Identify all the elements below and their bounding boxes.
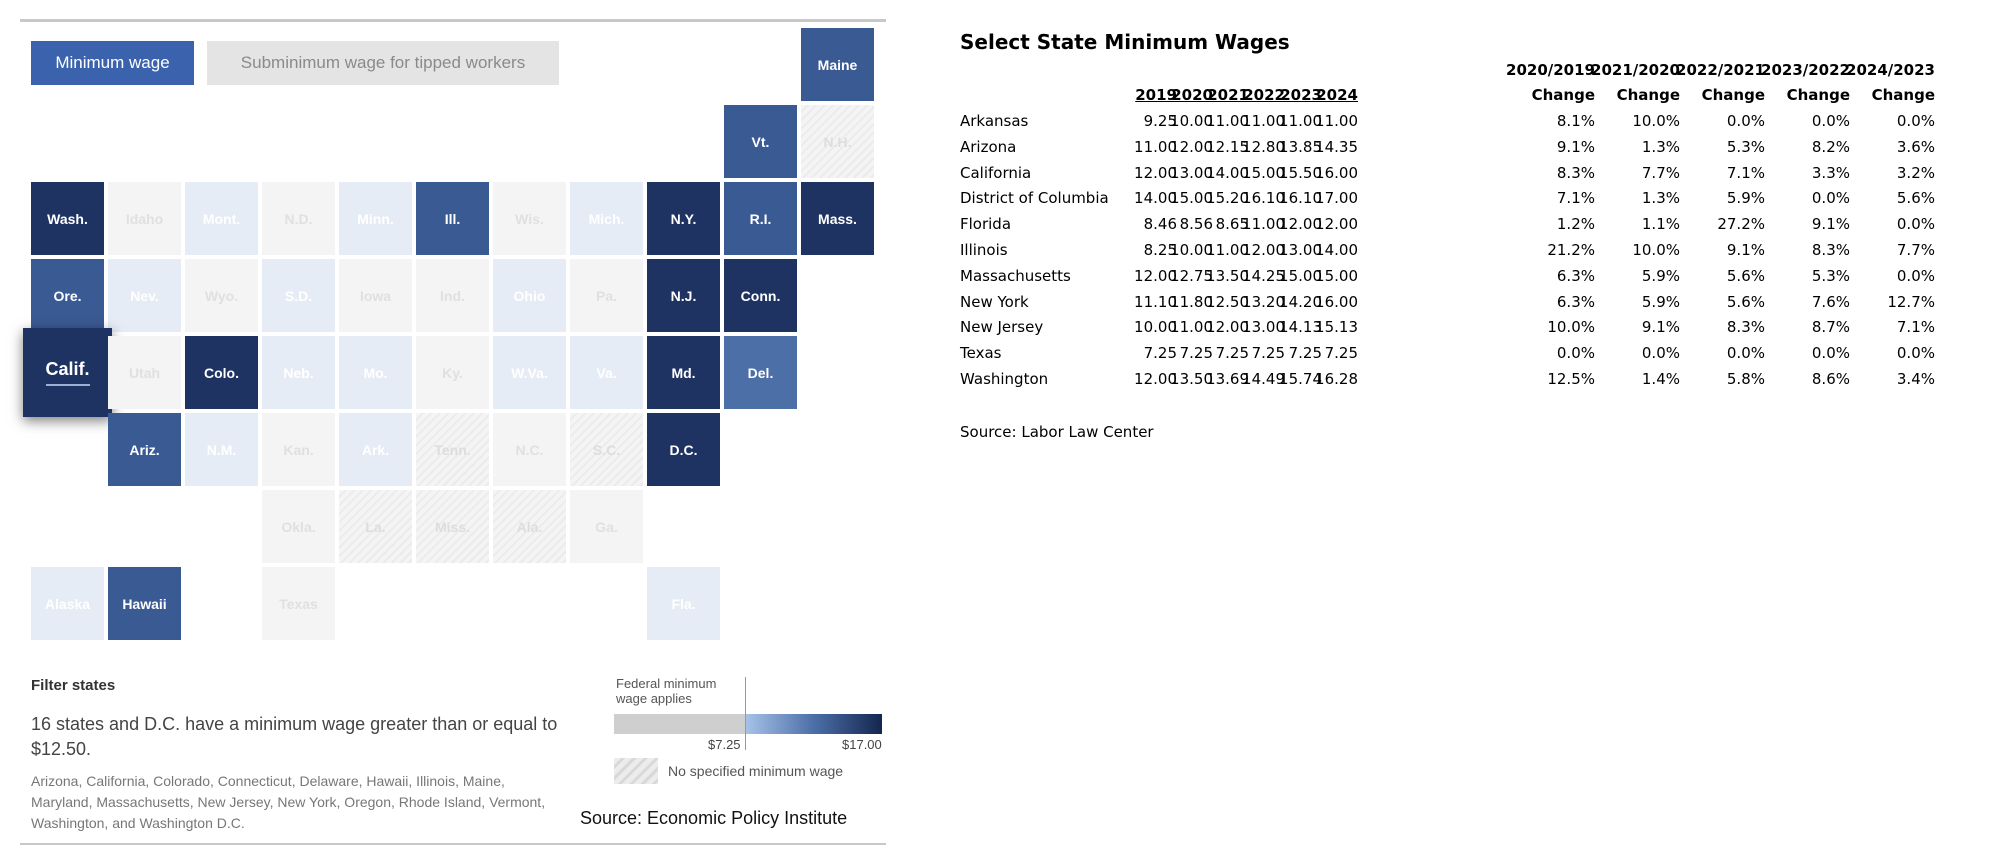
state-tile-n-c[interactable]: N.C. bbox=[493, 413, 566, 486]
wage-cell: 12.15 bbox=[1206, 138, 1249, 156]
filter-summary: 16 states and D.C. have a minimum wage greater than or equal to $12.50. bbox=[31, 714, 558, 759]
state-tile-ore[interactable]: Ore. bbox=[31, 259, 104, 332]
wage-cell: 12.00 bbox=[1170, 138, 1213, 156]
state-tile-ky[interactable]: Ky. bbox=[416, 336, 489, 409]
state-tile-fla[interactable]: Fla. bbox=[647, 567, 720, 640]
year-header-2024: 2024 bbox=[1316, 86, 1358, 104]
wage-cell: 9.25 bbox=[1143, 112, 1177, 130]
state-tile-n-j[interactable]: N.J. bbox=[647, 259, 720, 332]
year-header-2019: 2019 bbox=[1135, 86, 1177, 104]
legend-federal-label: Federal minimum wage applies bbox=[616, 676, 717, 706]
state-tile-d-c[interactable]: D.C. bbox=[647, 413, 720, 486]
change-cell: 5.6% bbox=[1896, 189, 1935, 207]
change-cell: 3.6% bbox=[1896, 138, 1935, 156]
tab-minimum-wage[interactable]: Minimum wage bbox=[31, 41, 194, 85]
change-cell: 0.0% bbox=[1556, 344, 1595, 362]
change-cell: 7.1% bbox=[1726, 164, 1765, 182]
wage-cell: 12.50 bbox=[1206, 293, 1249, 311]
state-tile-idaho[interactable]: Idaho bbox=[108, 182, 181, 255]
year-header-2020: 2020 bbox=[1171, 86, 1213, 104]
state-tile-n-m[interactable]: N.M. bbox=[185, 413, 258, 486]
state-tile-s-c[interactable]: S.C. bbox=[570, 413, 643, 486]
state-tile-ariz[interactable]: Ariz. bbox=[108, 413, 181, 486]
wage-cell: 14.20 bbox=[1279, 293, 1322, 311]
state-tile-texas[interactable]: Texas bbox=[262, 567, 335, 640]
wage-cell: 10.00 bbox=[1134, 318, 1177, 336]
wage-cell: 11.80 bbox=[1170, 293, 1213, 311]
table-row-state: Massachusetts bbox=[960, 267, 1071, 285]
change-cell: 8.3% bbox=[1811, 241, 1850, 259]
state-tile-miss[interactable]: Miss. bbox=[416, 490, 489, 563]
wage-cell: 17.00 bbox=[1315, 189, 1358, 207]
change-cell: 9.1% bbox=[1811, 215, 1850, 233]
wage-cell: 13.00 bbox=[1242, 318, 1285, 336]
state-tile-n-d[interactable]: N.D. bbox=[262, 182, 335, 255]
wage-cell: 11.10 bbox=[1134, 293, 1177, 311]
wage-cell: 7.25 bbox=[1324, 344, 1358, 362]
wage-cell: 12.75 bbox=[1170, 267, 1213, 285]
wage-cell: 16.28 bbox=[1315, 370, 1358, 388]
state-tile-minn[interactable]: Minn. bbox=[339, 182, 412, 255]
state-tile-la[interactable]: La. bbox=[339, 490, 412, 563]
state-tile-w-va[interactable]: W.Va. bbox=[493, 336, 566, 409]
change-cell: 0.0% bbox=[1811, 344, 1850, 362]
wage-cell: 15.50 bbox=[1279, 164, 1322, 182]
state-tile-label: Calif. bbox=[45, 359, 90, 379]
legend-low-value: $7.25 bbox=[708, 737, 741, 752]
change-cell: 1.1% bbox=[1641, 215, 1680, 233]
state-tile-ind[interactable]: Ind. bbox=[416, 259, 489, 332]
table-row-state: Washington bbox=[960, 370, 1049, 388]
state-tile-maine[interactable]: Maine bbox=[801, 28, 874, 101]
state-tile-mass[interactable]: Mass. bbox=[801, 182, 874, 255]
wage-cell: 15.13 bbox=[1315, 318, 1358, 336]
change-header-label: Change bbox=[1701, 86, 1765, 104]
change-cell: 7.1% bbox=[1556, 189, 1595, 207]
year-header-2022: 2022 bbox=[1243, 86, 1285, 104]
wage-cell: 12.00 bbox=[1242, 241, 1285, 259]
state-tile-s-d[interactable]: S.D. bbox=[262, 259, 335, 332]
change-cell: 5.3% bbox=[1726, 138, 1765, 156]
legend-gradient-bar bbox=[745, 714, 882, 734]
wage-cell: 14.00 bbox=[1315, 241, 1358, 259]
state-tile-nev[interactable]: Nev. bbox=[108, 259, 181, 332]
wage-cell: 12.00 bbox=[1206, 318, 1249, 336]
change-cell: 5.9% bbox=[1726, 189, 1765, 207]
wage-cell: 11.00 bbox=[1170, 318, 1213, 336]
selected-underline bbox=[46, 384, 90, 386]
state-tile-ill[interactable]: Ill. bbox=[416, 182, 489, 255]
state-tile-ark[interactable]: Ark. bbox=[339, 413, 412, 486]
wage-cell: 11.00 bbox=[1242, 112, 1285, 130]
wage-cell: 12.00 bbox=[1279, 215, 1322, 233]
change-cell: 9.1% bbox=[1556, 138, 1595, 156]
change-header-period: 2022/2021 bbox=[1676, 61, 1765, 79]
change-cell: 0.0% bbox=[1811, 189, 1850, 207]
change-cell: 1.4% bbox=[1641, 370, 1680, 388]
state-tile-del[interactable]: Del. bbox=[724, 336, 797, 409]
table-source: Source: Labor Law Center bbox=[960, 423, 1154, 441]
wage-cell: 13.69 bbox=[1206, 370, 1249, 388]
wage-cell: 15.00 bbox=[1170, 189, 1213, 207]
state-tile-alaska[interactable]: Alaska bbox=[31, 567, 104, 640]
wage-cell: 8.56 bbox=[1179, 215, 1213, 233]
change-cell: 8.3% bbox=[1726, 318, 1765, 336]
state-tile-hawaii[interactable]: Hawaii bbox=[108, 567, 181, 640]
change-cell: 8.1% bbox=[1556, 112, 1595, 130]
wage-cell: 15.00 bbox=[1242, 164, 1285, 182]
change-header-label: Change bbox=[1871, 86, 1935, 104]
state-tile-kan[interactable]: Kan. bbox=[262, 413, 335, 486]
change-cell: 0.0% bbox=[1726, 112, 1765, 130]
change-header-label: Change bbox=[1531, 86, 1595, 104]
change-cell: 12.7% bbox=[1887, 293, 1935, 311]
wage-cell: 15.74 bbox=[1279, 370, 1322, 388]
change-cell: 5.6% bbox=[1726, 293, 1765, 311]
change-cell: 0.0% bbox=[1896, 215, 1935, 233]
change-cell: 7.6% bbox=[1811, 293, 1850, 311]
wage-cell: 12.00 bbox=[1134, 267, 1177, 285]
map-panel bbox=[0, 0, 895, 849]
change-cell: 0.0% bbox=[1726, 344, 1765, 362]
wage-cell: 11.00 bbox=[1134, 138, 1177, 156]
state-tile-utah[interactable]: Utah bbox=[108, 336, 181, 409]
tab-subminimum-wage[interactable]: Subminimum wage for tipped workers bbox=[207, 41, 559, 85]
wage-cell: 14.49 bbox=[1242, 370, 1285, 388]
year-header-2023: 2023 bbox=[1280, 86, 1322, 104]
change-cell: 0.0% bbox=[1811, 112, 1850, 130]
wage-cell: 7.25 bbox=[1215, 344, 1249, 362]
change-cell: 1.3% bbox=[1641, 189, 1680, 207]
table-row-state: Illinois bbox=[960, 241, 1008, 259]
change-cell: 5.9% bbox=[1641, 267, 1680, 285]
state-tile-mich[interactable]: Mich. bbox=[570, 182, 643, 255]
state-tile-ga[interactable]: Ga. bbox=[570, 490, 643, 563]
wage-cell: 7.25 bbox=[1179, 344, 1213, 362]
wage-cell: 7.25 bbox=[1251, 344, 1285, 362]
wage-cell: 13.50 bbox=[1170, 370, 1213, 388]
state-tile-mo[interactable]: Mo. bbox=[339, 336, 412, 409]
state-tile-mont[interactable]: Mont. bbox=[185, 182, 258, 255]
wage-cell: 14.00 bbox=[1206, 164, 1249, 182]
change-header-label: Change bbox=[1786, 86, 1850, 104]
top-divider bbox=[20, 19, 886, 22]
change-cell: 5.9% bbox=[1641, 293, 1680, 311]
change-cell: 0.0% bbox=[1896, 344, 1935, 362]
state-tile-wyo[interactable]: Wyo. bbox=[185, 259, 258, 332]
wage-cell: 12.80 bbox=[1242, 138, 1285, 156]
change-cell: 0.0% bbox=[1896, 112, 1935, 130]
change-header-period: 2024/2023 bbox=[1846, 61, 1935, 79]
year-header-2021: 2021 bbox=[1207, 86, 1249, 104]
change-header-label: Change bbox=[1616, 86, 1680, 104]
bottom-divider bbox=[20, 843, 886, 845]
wage-cell: 8.65 bbox=[1215, 215, 1249, 233]
wage-cell: 8.25 bbox=[1143, 241, 1177, 259]
wage-cell: 13.20 bbox=[1242, 293, 1285, 311]
state-tile-ala[interactable]: Ala. bbox=[493, 490, 566, 563]
table-row-state: District of Columbia bbox=[960, 189, 1109, 207]
change-cell: 12.5% bbox=[1547, 370, 1595, 388]
state-tile-vt[interactable]: Vt. bbox=[724, 105, 797, 178]
table-row-state: Florida bbox=[960, 215, 1012, 233]
change-cell: 3.3% bbox=[1811, 164, 1850, 182]
filter-states-heading: Filter states bbox=[31, 677, 116, 694]
change-header-period: 2023/2022 bbox=[1761, 61, 1850, 79]
change-cell: 27.2% bbox=[1717, 215, 1765, 233]
change-cell: 10.0% bbox=[1632, 112, 1680, 130]
change-header-period: 2021/2020 bbox=[1591, 61, 1680, 79]
wage-cell: 10.00 bbox=[1170, 241, 1213, 259]
change-cell: 10.0% bbox=[1632, 241, 1680, 259]
state-tile-colo[interactable]: Colo. bbox=[185, 336, 258, 409]
change-cell: 7.7% bbox=[1896, 241, 1935, 259]
wage-cell: 7.25 bbox=[1288, 344, 1322, 362]
change-header-period: 2020/2019 bbox=[1506, 61, 1595, 79]
filtered-state-list: Arizona, California, Colorado, Connecticut, Delaware, Hawaii, Illinois, Maine, Maryland, Massachusetts, New Jersey, New York, Oregon, Rhode Island, Vermont, Washington, and Washington D.C. bbox=[31, 773, 546, 831]
change-cell: 3.2% bbox=[1896, 164, 1935, 182]
table-row-state: California bbox=[960, 164, 1032, 182]
wage-cell: 16.00 bbox=[1315, 293, 1358, 311]
state-tile-n-y[interactable]: N.Y. bbox=[647, 182, 720, 255]
wage-cell: 11.00 bbox=[1315, 112, 1358, 130]
change-cell: 5.6% bbox=[1726, 267, 1765, 285]
wage-cell: 11.00 bbox=[1242, 215, 1285, 233]
state-tile-okla[interactable]: Okla. bbox=[262, 490, 335, 563]
change-cell: 7.1% bbox=[1896, 318, 1935, 336]
change-cell: 8.3% bbox=[1556, 164, 1595, 182]
table-row-state: Texas bbox=[960, 344, 1002, 362]
wage-cell: 16.00 bbox=[1315, 164, 1358, 182]
change-cell: 6.3% bbox=[1556, 293, 1595, 311]
table-row-state: Arizona bbox=[960, 138, 1017, 156]
wage-cell: 13.00 bbox=[1170, 164, 1213, 182]
state-tile-pa[interactable]: Pa. bbox=[570, 259, 643, 332]
change-cell: 21.2% bbox=[1547, 241, 1595, 259]
wage-cell: 15.00 bbox=[1279, 267, 1322, 285]
wage-cell: 13.85 bbox=[1279, 138, 1322, 156]
wage-cell: 16.10 bbox=[1279, 189, 1322, 207]
wage-cell: 16.10 bbox=[1242, 189, 1285, 207]
state-tile-tenn[interactable]: Tenn. bbox=[416, 413, 489, 486]
wage-cell: 15.20 bbox=[1206, 189, 1249, 207]
change-cell: 1.2% bbox=[1556, 215, 1595, 233]
state-tile-ohio[interactable]: Ohio bbox=[493, 259, 566, 332]
wage-cell: 15.00 bbox=[1315, 267, 1358, 285]
wage-cell: 12.00 bbox=[1315, 215, 1358, 233]
legend-federal-bar bbox=[614, 714, 745, 734]
table-row-state: New York bbox=[960, 293, 1029, 311]
change-cell: 8.2% bbox=[1811, 138, 1850, 156]
wage-cell: 11.00 bbox=[1206, 241, 1249, 259]
map-source: Source: Economic Policy Institute bbox=[580, 808, 848, 828]
change-cell: 10.0% bbox=[1547, 318, 1595, 336]
state-tile-iowa[interactable]: Iowa bbox=[339, 259, 412, 332]
table-row-state: Arkansas bbox=[960, 112, 1029, 130]
wage-cell: 8.46 bbox=[1143, 215, 1177, 233]
state-tile-conn[interactable]: Conn. bbox=[724, 259, 797, 332]
legend-high-value: $17.00 bbox=[842, 737, 882, 752]
wage-cell: 14.35 bbox=[1315, 138, 1358, 156]
legend-no-minimum-label: No specified minimum wage bbox=[668, 763, 844, 779]
state-tile-n-h[interactable]: N.H. bbox=[801, 105, 874, 178]
legend-hatch-swatch bbox=[614, 758, 658, 784]
state-tile-wis[interactable]: Wis. bbox=[493, 182, 566, 255]
change-cell: 8.6% bbox=[1811, 370, 1850, 388]
change-cell: 9.1% bbox=[1641, 318, 1680, 336]
state-tile-md[interactable]: Md. bbox=[647, 336, 720, 409]
state-tile-wash[interactable]: Wash. bbox=[31, 182, 104, 255]
change-cell: 7.7% bbox=[1641, 164, 1680, 182]
state-tile-va[interactable]: Va. bbox=[570, 336, 643, 409]
wage-cell: 13.00 bbox=[1279, 241, 1322, 259]
wage-cell: 10.00 bbox=[1170, 112, 1213, 130]
wage-cell: 13.50 bbox=[1206, 267, 1249, 285]
state-tile-calif[interactable] bbox=[23, 328, 112, 417]
change-cell: 5.8% bbox=[1726, 370, 1765, 388]
wage-cell: 14.13 bbox=[1279, 318, 1322, 336]
change-cell: 5.3% bbox=[1811, 267, 1850, 285]
wage-cell: 12.00 bbox=[1134, 370, 1177, 388]
wage-cell: 14.00 bbox=[1134, 189, 1177, 207]
wage-cell: 12.00 bbox=[1134, 164, 1177, 182]
table-row-state: New Jersey bbox=[960, 318, 1044, 336]
legend-divider-tick bbox=[745, 677, 746, 750]
state-tile-r-i[interactable]: R.I. bbox=[724, 182, 797, 255]
change-cell: 3.4% bbox=[1896, 370, 1935, 388]
table-title: Select State Minimum Wages bbox=[960, 30, 1290, 54]
change-cell: 9.1% bbox=[1726, 241, 1765, 259]
change-cell: 0.0% bbox=[1896, 267, 1935, 285]
wage-cell: 14.25 bbox=[1242, 267, 1285, 285]
wage-cell: 11.00 bbox=[1206, 112, 1249, 130]
change-cell: 1.3% bbox=[1641, 138, 1680, 156]
wage-cell: 11.00 bbox=[1279, 112, 1322, 130]
change-cell: 0.0% bbox=[1641, 344, 1680, 362]
state-tile-neb[interactable]: Neb. bbox=[262, 336, 335, 409]
wage-cell: 7.25 bbox=[1143, 344, 1177, 362]
change-cell: 8.7% bbox=[1811, 318, 1850, 336]
change-cell: 6.3% bbox=[1556, 267, 1595, 285]
wage-table-panel bbox=[960, 0, 2000, 849]
